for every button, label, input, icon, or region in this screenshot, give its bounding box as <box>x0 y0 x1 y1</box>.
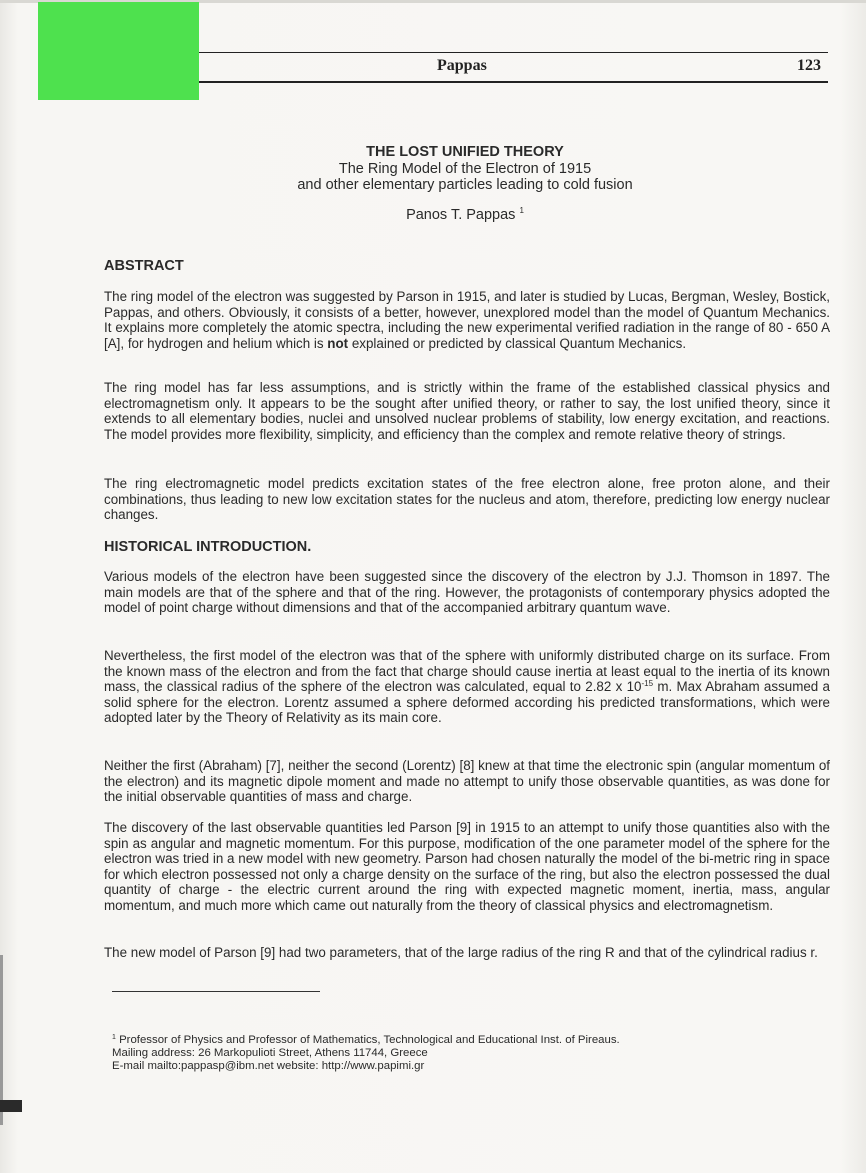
title-block <box>100 144 830 194</box>
abstract-paragraph-3: The ring electromagnetic model predicts excitation states of the free electron alone, free proton alone, and their combinations, thus leading to new low excitation states for the nucleus and atom, therefore, predicting low energy nuclear changes. <box>104 476 830 522</box>
emphasis-not: not <box>327 335 349 351</box>
footnote-line-2: Mailing address: 26 Markopulioti Street, Athens 11744, Greece <box>112 1047 428 1059</box>
abstract-paragraph-2: The ring model has far less assumptions, and is strictly within the frame of the established classical physics and electromagnetism only. It appears to be the sought after unified theory, or rather to say, the lost unified theory, since it extends to all elementary bodies, nuclei and unsolved nuclear problems of stability, low energy excitation, and reactions. The model provides more flexibility, simplicity, and efficiency than the complex and remote relative theory of strings. <box>104 380 830 442</box>
intro-paragraph-2: Nevertheless, the first model of the electron was that of the sphere with uniformly distributed charge on its surface. From the known mass of the electron and from the fact that charge should cause inertia at least equal to the inertia of its known mass, the classical radius of the sphere of the electron was calculated, equal to 2.82 x $10^{-15}$ m. Max Abraham assumed a solid sphere for the electron. Lorentz assumed a sphere deformed according his predicted transformations, which were adopted later by the Theory of Relativity as its main core. <box>104 648 830 725</box>
page-number: 123 <box>797 57 821 74</box>
paper-title: THE LOST UNIFIED THEORY <box>366 144 564 160</box>
author-line <box>100 206 830 223</box>
intro-paragraph-1: Various models of the electron have been suggested since the discovery of the electron by J.J. Thomson in 1897. The main models are that of the sphere and that of the ring. However, the protagonists of contemporary physics adopted the model of point charge without dimensions and that of the accompanied arbitrary quantum wave. <box>104 569 830 615</box>
paper-subtitle-line2: and other elementary particles leading to cold fusion <box>297 177 633 193</box>
footnote-mark: 1 <box>112 1034 116 1041</box>
scan-margin-mark <box>0 1100 22 1112</box>
header-rule-top <box>199 52 828 53</box>
author-name: Panos T. Pappas <box>406 207 516 223</box>
paper-subtitle-line1: The Ring Model of the Electron of 1915 <box>338 160 592 177</box>
intro-paragraph-3: Neither the first (Abraham) [7], neither the second (Lorentz) [8] knew at that time the electronic spin (angular momentum of the electron) and its magnetic dipole moment and made no attempt to unify those observable quantities, as was done for the initial observable quantities of mass and charge. <box>104 758 830 804</box>
abstract-paragraph-1: The ring model of the electron was suggested by Parson in 1915, and later is studied by Lucas, Bergman, Wesley, Bostick, Pappas, and others. Obviously, it consists of a better, however, unexplored model than the model of Quantum Mechanics. It explains more completely the atomic spectra, including the new experimental verified radiation in the range of 80 - 650 A [A], for hydrogen and helium which is not explained or predicted by classical Quantum Mechanics. <box>104 289 830 351</box>
footnote-line-3: E-mail mailto:pappasp@ibm.net website: http://www.papimi.gr <box>112 1060 425 1072</box>
footnote-rule <box>112 991 320 992</box>
exponent: -15 <box>641 679 654 688</box>
running-head: Pappas <box>437 57 487 74</box>
green-sticky-tab <box>38 2 199 100</box>
author-footnote-mark: 1 <box>519 206 524 215</box>
intro-paragraph-5: The new model of Parson [9] had two parameters, that of the large radius of the ring R and that of the cylindrical radius r. <box>104 945 818 960</box>
header-rule-bottom <box>199 81 828 83</box>
intro-paragraph-4: The discovery of the last observable quantities led Parson [9] in 1915 to an attempt to unify those quantities also with the spin as angular and magnetic momentum. For this purpose, modification of the one parameter model of the sphere for the electron was tried in a new model with new geometry. Parson had chosen naturally the model of the bi-metric ring in space for which electron possessed not only a charge density on the surface of the ring, but also the electron possessed the dual quantity of charge - the electric current around the ring with expected magnetic moment, inertia, mass, angular momentum, and much more which came out naturally from the theory of classical physics and electromagnetism. <box>104 820 830 913</box>
abstract-heading: ABSTRACT <box>104 258 184 274</box>
footnote-line-1: $^1$ Professor of Physics and Professor of Mathematics, Technological and Educational Inst. of Pireaus. <box>112 1034 620 1046</box>
intro-heading: HISTORICAL INTRODUCTION. <box>104 539 312 555</box>
